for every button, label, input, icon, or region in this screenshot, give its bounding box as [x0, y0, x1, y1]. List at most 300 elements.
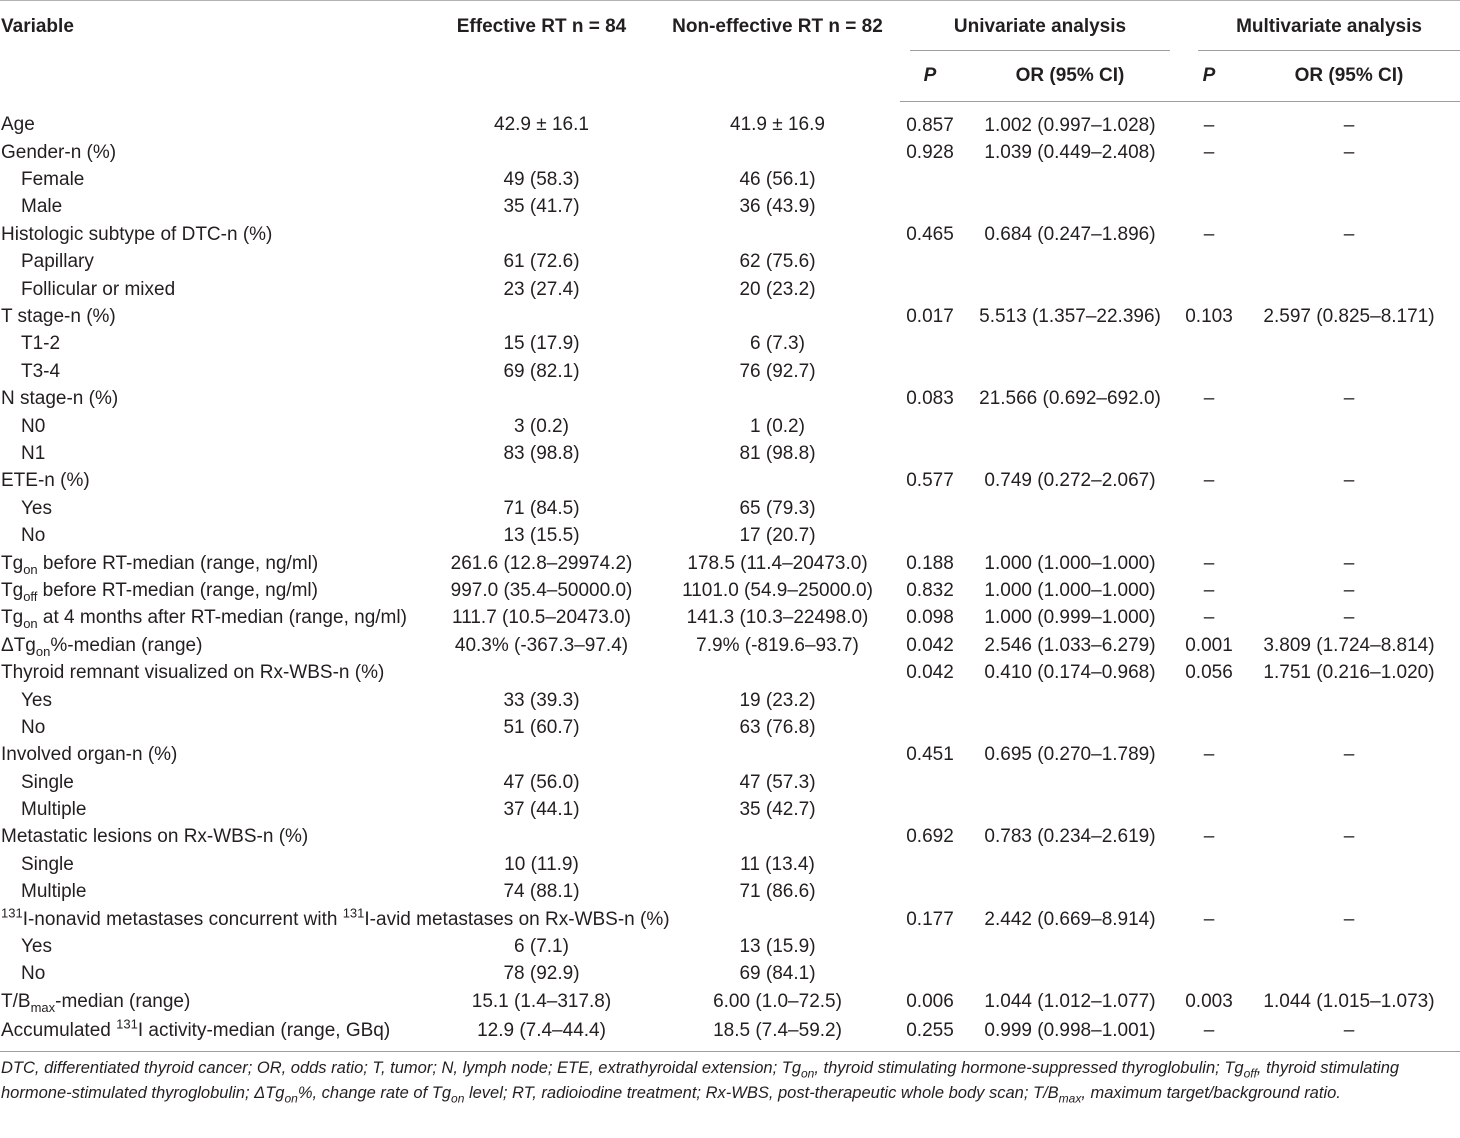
cell-univariate-or	[960, 714, 1180, 741]
table-row	[0, 988, 1460, 1015]
cell-multivariate-or: –	[1238, 1016, 1460, 1052]
text-segment: Tg	[1, 607, 24, 629]
row-variable: Yes	[21, 497, 52, 519]
cell-multivariate-or: –	[1343, 470, 1355, 492]
cell-univariate-p	[900, 851, 960, 878]
text-segment: , thyroid stimulating hormone-suppressed thyroglobulin; Tg	[814, 1059, 1244, 1077]
cell-univariate-p: 0.017	[906, 306, 954, 328]
cell-noneffective-rt	[655, 221, 900, 248]
cell-univariate-p: 0.006	[906, 990, 954, 1012]
cell-univariate-or: 1.044 (1.012–1.077)	[984, 990, 1156, 1012]
row-variable	[0, 1016, 428, 1052]
cell-univariate-or	[960, 249, 1180, 276]
row-variable: Histologic subtype of DTC-n (%)	[1, 223, 273, 245]
cell-univariate-p: 0.928	[906, 141, 954, 163]
text-segment: ΔTg	[1, 634, 36, 656]
row-variable: Female	[21, 169, 85, 191]
superscript-text: 131	[1, 905, 23, 921]
superscript-text: 131	[342, 905, 365, 921]
cell-multivariate-or: –	[1343, 141, 1355, 163]
cell-noneffective-rt	[655, 824, 900, 851]
cell-effective-rt: 12.9 (7.4–44.4)	[428, 1016, 655, 1052]
cell-univariate-p: 0.832	[906, 579, 954, 601]
cell-univariate-p	[900, 714, 960, 741]
cell-noneffective-rt: 76 (92.7)	[739, 360, 816, 382]
table-row	[0, 605, 1460, 632]
cell-effective-rt: 10 (11.9)	[504, 853, 579, 875]
cell-effective-rt: 69 (82.1)	[503, 360, 580, 382]
cell-multivariate-p: –	[1203, 579, 1215, 601]
text-segment: before RT-median (range, ng/ml)	[37, 579, 318, 601]
cell-univariate-or: 0.749 (0.272–2.067)	[984, 470, 1156, 492]
cell-noneffective-rt	[655, 742, 900, 769]
cell-univariate-or	[960, 961, 1180, 988]
cell-multivariate-p: –	[1203, 826, 1215, 848]
cell-univariate-or: 1.039 (0.449–2.408)	[984, 141, 1156, 163]
cell-univariate-p	[900, 331, 960, 358]
cell-univariate-p	[900, 413, 960, 440]
cell-noneffective-rt: 19 (23.2)	[739, 689, 816, 711]
cell-multivariate-p	[1180, 276, 1238, 303]
cell-multivariate-p	[1180, 522, 1238, 549]
header-multivariate-label: Multivariate analysis	[1198, 16, 1460, 51]
cell-noneffective-rt: 6 (7.3)	[750, 333, 805, 355]
row-variable	[0, 550, 428, 577]
header-variable: Variable	[0, 1, 428, 102]
row-variable: Yes	[21, 936, 52, 958]
cell-noneffective-rt: 62 (75.6)	[739, 251, 816, 273]
row-variable: Follicular or mixed	[21, 278, 176, 300]
cell-univariate-p	[900, 495, 960, 522]
subscript-text: on	[801, 1066, 815, 1081]
text-segment: Accumulated	[1, 1019, 117, 1041]
table-header	[0, 1, 1460, 102]
table-row	[0, 824, 1460, 851]
cell-multivariate-or	[1238, 276, 1460, 303]
row-variable: ETE-n (%)	[1, 470, 90, 492]
row-variable: Multiple	[21, 799, 87, 821]
row-variable: Age	[1, 114, 35, 136]
cell-univariate-or	[960, 495, 1180, 522]
text-segment: , thyroid stimulating hormone-stimulated thyroglobulin; ΔTg	[1, 1059, 1400, 1102]
subscript-text: on	[451, 1090, 465, 1105]
table-row	[0, 358, 1460, 385]
subscript-text: off	[1243, 1066, 1257, 1081]
superscript-text: 131	[116, 1016, 138, 1032]
cell-multivariate-or: –	[1343, 744, 1355, 766]
cell-effective-rt	[428, 824, 655, 851]
cell-univariate-or	[960, 331, 1180, 358]
cell-noneffective-rt: 6.00 (1.0–72.5)	[713, 990, 842, 1012]
cell-effective-rt: 74 (88.1)	[503, 881, 580, 903]
table-row	[0, 1016, 1460, 1052]
table-row	[0, 879, 1460, 906]
cell-multivariate-p: 0.103	[1185, 306, 1233, 328]
cell-multivariate-p	[1180, 440, 1238, 467]
cell-multivariate-p: –	[1203, 552, 1215, 574]
cell-multivariate-or	[1238, 413, 1460, 440]
cell-multivariate-p: –	[1203, 470, 1215, 492]
table-row	[0, 796, 1460, 823]
table-row	[0, 742, 1460, 769]
cell-univariate-p: 0.177	[906, 908, 954, 930]
text-segment: I-nonavid metastases concurrent with	[22, 908, 343, 930]
cell-noneffective-rt	[655, 659, 900, 686]
row-variable: Yes	[21, 689, 52, 711]
subscript-text: off	[23, 588, 38, 604]
cell-multivariate-p: 0.001	[1185, 634, 1233, 656]
text-segment: T/B	[1, 990, 31, 1012]
cell-noneffective-rt	[655, 303, 900, 330]
cell-effective-rt: 83 (98.8)	[503, 442, 580, 464]
header-univariate	[900, 1, 1180, 52]
cell-noneffective-rt: 17 (20.7)	[739, 525, 816, 547]
text-segment: -median (range)	[55, 990, 191, 1012]
header-univariate-p: P	[900, 52, 960, 102]
cell-univariate-p: 0.577	[906, 470, 954, 492]
cell-multivariate-or: 3.809 (1.724–8.814)	[1263, 634, 1435, 656]
table-row	[0, 221, 1460, 248]
cell-effective-rt: 40.3% (-367.3–97.4)	[454, 634, 629, 656]
cell-effective-rt: 13 (15.5)	[503, 525, 580, 547]
cell-multivariate-or	[1238, 687, 1460, 714]
table-row	[0, 687, 1460, 714]
cell-effective-rt	[428, 221, 655, 248]
cell-effective-rt: 111.7 (10.5–20473.0)	[452, 607, 631, 629]
table-row	[0, 440, 1460, 467]
cell-effective-rt: 6 (7.1)	[514, 936, 569, 958]
cell-univariate-or	[960, 166, 1180, 193]
row-variable: Thyroid remnant visualized on Rx-WBS-n (%)	[1, 662, 385, 684]
table-row	[0, 386, 1460, 413]
table-row	[0, 495, 1460, 522]
cell-effective-rt: 42.9 ± 16.1	[494, 114, 589, 136]
cell-multivariate-or: 2.597 (0.825–8.171)	[1263, 306, 1435, 328]
cell-effective-rt: 33 (39.3)	[503, 689, 580, 711]
cell-univariate-or: 2.442 (0.669–8.914)	[984, 908, 1156, 930]
row-variable: No	[21, 963, 46, 985]
cell-effective-rt: 51 (60.7)	[503, 716, 580, 738]
cell-univariate-p	[900, 879, 960, 906]
cell-multivariate-or	[1238, 358, 1460, 385]
text-segment: at 4 months after RT-median (range, ng/ml)	[37, 607, 407, 629]
cell-univariate-or: 0.684 (0.247–1.896)	[984, 223, 1156, 245]
cell-multivariate-p: –	[1180, 1016, 1238, 1052]
cell-effective-rt: 71 (84.5)	[503, 497, 580, 519]
cell-noneffective-rt: 141.3 (10.3–22498.0)	[686, 607, 869, 629]
cell-multivariate-or	[1238, 714, 1460, 741]
table-row	[0, 139, 1460, 166]
cell-multivariate-or	[1238, 249, 1460, 276]
cell-effective-rt: 49 (58.3)	[503, 169, 580, 191]
cell-multivariate-or	[1238, 879, 1460, 906]
cell-multivariate-or	[1238, 961, 1460, 988]
row-variable	[0, 988, 428, 1015]
cell-univariate-p: 0.857	[906, 114, 954, 136]
row-variable	[0, 605, 428, 632]
cell-univariate-p	[900, 166, 960, 193]
cell-multivariate-p: 0.003	[1185, 990, 1233, 1012]
cell-noneffective-rt: 46 (56.1)	[739, 169, 816, 191]
row-variable: Single	[21, 853, 74, 875]
cell-multivariate-p: –	[1203, 141, 1215, 163]
row-variable: Involved organ-n (%)	[1, 744, 178, 766]
text-segment: I-avid metastases on Rx-WBS-n (%)	[364, 908, 670, 930]
cell-effective-rt: 37 (44.1)	[503, 799, 580, 821]
subscript-text: on	[23, 616, 38, 632]
cell-multivariate-p: –	[1203, 908, 1215, 930]
cell-univariate-p	[900, 440, 960, 467]
cell-effective-rt: 997.0 (35.4–50000.0)	[450, 579, 633, 601]
row-variable: T3-4	[21, 360, 61, 382]
header-univariate-or: OR (95% CI)	[960, 52, 1180, 102]
cell-effective-rt	[428, 468, 655, 495]
cell-noneffective-rt: 81 (98.8)	[739, 442, 816, 464]
cell-noneffective-rt: 63 (76.8)	[739, 716, 816, 738]
header-effective-rt: Effective RT n = 84	[428, 1, 655, 102]
cell-univariate-p: 0.255	[900, 1016, 960, 1052]
cell-univariate-or: 0.783 (0.234–2.619)	[984, 826, 1156, 848]
cell-effective-rt: 23 (27.4)	[503, 278, 580, 300]
cell-noneffective-rt: 178.5 (11.4–20473.0)	[687, 552, 868, 574]
cell-multivariate-p	[1180, 687, 1238, 714]
cell-multivariate-p	[1180, 714, 1238, 741]
cell-effective-rt	[428, 303, 655, 330]
text-segment: I activity-median (range, GBq)	[137, 1019, 391, 1041]
subscript-text: on	[284, 1090, 298, 1105]
cell-multivariate-p	[1180, 933, 1238, 960]
table-body	[0, 102, 1460, 1052]
cell-noneffective-rt: 41.9 ± 16.9	[730, 114, 825, 136]
row-variable	[0, 577, 428, 604]
table-row	[0, 714, 1460, 741]
cell-multivariate-or: –	[1343, 826, 1355, 848]
cell-noneffective-rt: 18.5 (7.4–59.2)	[655, 1016, 900, 1052]
table-row	[0, 303, 1460, 330]
cell-multivariate-or: –	[1343, 114, 1355, 136]
cell-univariate-p	[900, 796, 960, 823]
table-row	[0, 166, 1460, 193]
text-segment: level; RT, radioiodine treatment; Rx-WBS, post-therapeutic whole body scan; T/B	[464, 1083, 1059, 1102]
text-segment: , maximum target/background ratio.	[1081, 1083, 1341, 1102]
cell-multivariate-p	[1180, 358, 1238, 385]
cell-multivariate-p	[1180, 249, 1238, 276]
cell-effective-rt: 3 (0.2)	[514, 415, 569, 437]
cell-multivariate-p	[1180, 413, 1238, 440]
cell-univariate-p: 0.042	[906, 662, 954, 684]
row-variable: Gender-n (%)	[1, 141, 117, 163]
cell-multivariate-or: –	[1343, 552, 1355, 574]
cell-univariate-p: 0.451	[906, 744, 954, 766]
cell-univariate-or	[960, 522, 1180, 549]
cell-univariate-or: 1.002 (0.997–1.028)	[984, 114, 1156, 136]
text-segment: Tg	[1, 579, 24, 601]
row-variable: N0	[21, 415, 46, 437]
cell-effective-rt: 15.1 (1.4–317.8)	[471, 990, 612, 1012]
header-multivariate-or: OR (95% CI)	[1238, 52, 1460, 102]
header-multivariate-p: P	[1180, 52, 1238, 102]
row-variable: Single	[21, 771, 74, 793]
cell-multivariate-or: –	[1343, 579, 1355, 601]
table-row	[0, 632, 1460, 659]
row-variable: No	[21, 525, 46, 547]
row-variable: Metastatic lesions on Rx-WBS-n (%)	[1, 826, 309, 848]
cell-effective-rt: 261.6 (12.8–29974.2)	[450, 552, 633, 574]
cell-univariate-or	[960, 194, 1180, 221]
cell-effective-rt: 61 (72.6)	[503, 251, 580, 273]
table-row	[0, 276, 1460, 303]
cell-noneffective-rt	[655, 139, 900, 166]
cell-multivariate-or	[1238, 769, 1460, 796]
table-row	[0, 468, 1460, 495]
cell-noneffective-rt: 69 (84.1)	[739, 963, 816, 985]
cell-effective-rt: 47 (56.0)	[503, 771, 580, 793]
cell-effective-rt	[428, 659, 655, 686]
cell-multivariate-p	[1180, 495, 1238, 522]
cell-univariate-p	[900, 687, 960, 714]
cell-univariate-p	[900, 522, 960, 549]
table-row	[0, 550, 1460, 577]
cell-univariate-or	[960, 769, 1180, 796]
cell-noneffective-rt	[655, 386, 900, 413]
cell-multivariate-or	[1238, 440, 1460, 467]
cell-noneffective-rt: 7.9% (-819.6–93.7)	[696, 634, 859, 656]
cell-multivariate-p	[1180, 851, 1238, 878]
cell-univariate-or	[960, 879, 1180, 906]
cell-multivariate-or	[1238, 933, 1460, 960]
cell-multivariate-or: 1.044 (1.015–1.073)	[1263, 990, 1435, 1012]
cell-multivariate-p	[1180, 166, 1238, 193]
text-segment: DTC, differentiated thyroid cancer; OR, odds ratio; T, tumor; N, lymph node; ETE, extrathyroidal extension; Tg	[1, 1059, 801, 1077]
cell-univariate-p: 0.042	[906, 634, 954, 656]
table-row	[0, 522, 1460, 549]
cell-multivariate-p: –	[1203, 388, 1215, 410]
text-segment: Tg	[1, 552, 24, 574]
cell-effective-rt: 35 (41.7)	[503, 196, 580, 218]
table-row	[0, 194, 1460, 221]
subscript-text: max	[30, 999, 56, 1015]
row-variable: T1-2	[21, 333, 61, 355]
cell-multivariate-or: –	[1343, 607, 1355, 629]
cell-univariate-or: 1.000 (1.000–1.000)	[984, 552, 1156, 574]
cell-multivariate-or	[1238, 166, 1460, 193]
cell-noneffective-rt: 71 (86.6)	[739, 881, 816, 903]
table-footnote	[1, 1056, 1456, 1105]
cell-effective-rt: 78 (92.9)	[503, 963, 580, 985]
table-row	[0, 249, 1460, 276]
cell-multivariate-p: –	[1203, 114, 1215, 136]
cell-multivariate-or	[1238, 331, 1460, 358]
cell-effective-rt	[428, 742, 655, 769]
row-variable	[0, 632, 428, 659]
row-variable: Multiple	[21, 881, 87, 903]
cell-multivariate-or	[1238, 495, 1460, 522]
cell-univariate-or	[960, 276, 1180, 303]
cell-univariate-p: 0.098	[906, 607, 954, 629]
cell-noneffective-rt: 1101.0 (54.9–25000.0)	[682, 579, 873, 601]
cell-multivariate-or	[1238, 194, 1460, 221]
text-segment: before RT-median (range, ng/ml)	[37, 552, 319, 574]
subscript-text: max	[1058, 1090, 1082, 1105]
table-row	[0, 906, 1460, 933]
cell-multivariate-p	[1180, 769, 1238, 796]
cell-univariate-or	[960, 933, 1180, 960]
cell-effective-rt: 15 (17.9)	[503, 333, 580, 355]
text-segment: %-median (range)	[50, 634, 203, 656]
cell-noneffective-rt: 65 (79.3)	[739, 497, 816, 519]
cell-noneffective-rt: 1 (0.2)	[750, 415, 805, 437]
cell-multivariate-p	[1180, 331, 1238, 358]
header-noneffective-rt: Non-effective RT n = 82	[655, 1, 900, 102]
cell-univariate-or: 2.546 (1.033–6.279)	[984, 634, 1156, 656]
cell-univariate-p: 0.188	[906, 552, 954, 574]
cell-noneffective-rt: 11 (13.4)	[740, 853, 815, 875]
header-multivariate	[1180, 1, 1460, 52]
cell-effective-rt	[428, 139, 655, 166]
row-variable	[0, 906, 900, 933]
cell-univariate-or	[960, 413, 1180, 440]
table-row	[0, 102, 1460, 140]
table-row	[0, 769, 1460, 796]
row-variable: Male	[21, 196, 63, 218]
row-variable: No	[21, 716, 46, 738]
cell-univariate-p	[900, 961, 960, 988]
cell-noneffective-rt	[655, 468, 900, 495]
table-row	[0, 659, 1460, 686]
cell-multivariate-p: –	[1203, 223, 1215, 245]
subscript-text: on	[35, 643, 51, 659]
table-row	[0, 413, 1460, 440]
cell-noneffective-rt: 47 (57.3)	[739, 771, 816, 793]
cell-multivariate-p: 0.056	[1185, 662, 1233, 684]
cell-multivariate-p: –	[1203, 607, 1215, 629]
cell-univariate-or	[960, 440, 1180, 467]
cell-multivariate-p	[1180, 796, 1238, 823]
table-row	[0, 577, 1460, 604]
text-segment: %, change rate of Tg	[297, 1083, 452, 1102]
row-variable: T stage-n (%)	[1, 306, 116, 328]
cell-multivariate-p: –	[1203, 744, 1215, 766]
cell-univariate-p	[900, 194, 960, 221]
cell-univariate-or: 0.999 (0.998–1.001)	[960, 1016, 1180, 1052]
table-row	[0, 331, 1460, 358]
subscript-text: on	[23, 561, 38, 577]
cell-multivariate-or	[1238, 851, 1460, 878]
cell-univariate-or: 1.000 (0.999–1.000)	[984, 607, 1156, 629]
cell-multivariate-or: –	[1343, 908, 1355, 930]
cell-univariate-or: 5.513 (1.357–22.396)	[979, 306, 1161, 328]
cell-univariate-p: 0.692	[906, 826, 954, 848]
row-variable: Papillary	[21, 251, 94, 273]
header-univariate-label: Univariate analysis	[910, 16, 1170, 51]
cell-univariate-p	[900, 249, 960, 276]
cell-univariate-p: 0.083	[906, 388, 954, 410]
cell-multivariate-or: –	[1343, 388, 1355, 410]
cell-univariate-or: 0.695 (0.270–1.789)	[984, 744, 1156, 766]
cell-univariate-or	[960, 796, 1180, 823]
cell-multivariate-p	[1180, 961, 1238, 988]
cell-univariate-p	[900, 276, 960, 303]
cell-univariate-or	[960, 851, 1180, 878]
cell-multivariate-p	[1180, 194, 1238, 221]
cell-univariate-or: 0.410 (0.174–0.968)	[984, 662, 1156, 684]
cell-univariate-p	[900, 769, 960, 796]
row-variable: N1	[21, 442, 46, 464]
cell-noneffective-rt: 20 (23.2)	[739, 278, 816, 300]
cell-multivariate-or: –	[1343, 223, 1355, 245]
cell-multivariate-or	[1238, 796, 1460, 823]
cell-noneffective-rt: 13 (15.9)	[739, 936, 816, 958]
